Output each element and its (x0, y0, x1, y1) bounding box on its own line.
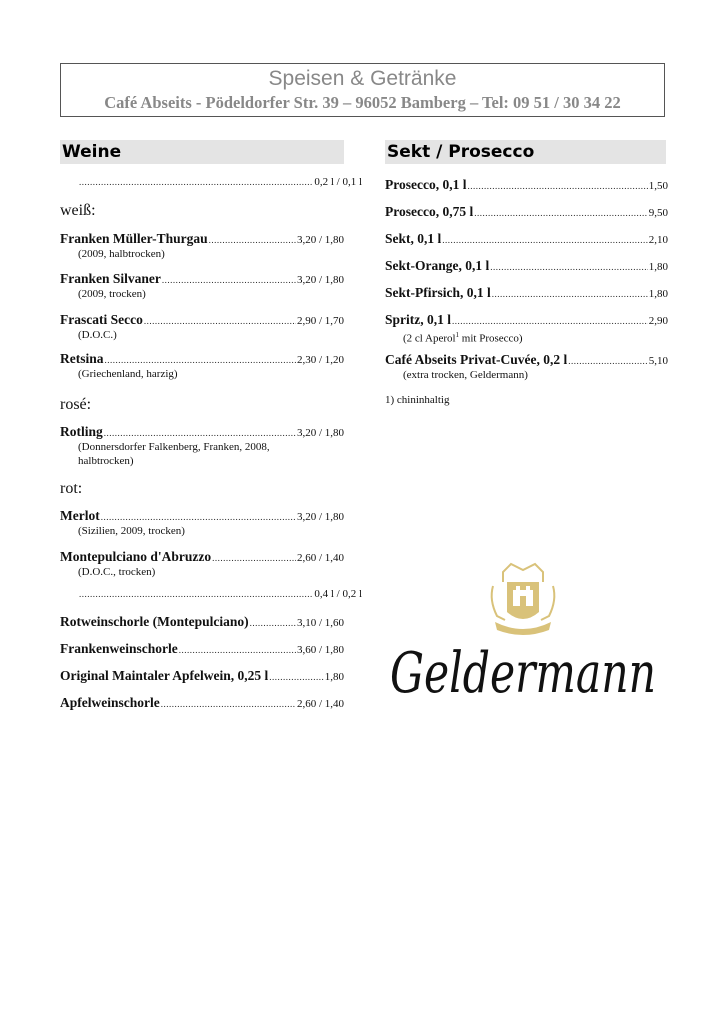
item-name: Sekt, 0,1 l (385, 231, 442, 246)
category-weiss: weiß: (60, 202, 96, 219)
unit-header: 0,2 l / 0,1 l (314, 176, 362, 188)
item-price: 1,50 (648, 180, 668, 192)
item-price: 3,20 / 1,80 (296, 511, 344, 523)
menu-item (385, 312, 668, 346)
geldermann-logo-text: Geldermann (390, 641, 656, 706)
item-price: 2,30 / 1,20 (296, 354, 344, 366)
item-name: Franken Silvaner (60, 271, 161, 286)
item-price: 2,10 (648, 234, 668, 246)
menu-item (60, 668, 344, 684)
item-price: 2,60 / 1,40 (296, 552, 344, 564)
menu-item (60, 695, 344, 711)
unit-header-row (60, 588, 362, 600)
item-price: 1,80 (324, 671, 344, 683)
item-name: Apfelweinschorle (60, 695, 160, 710)
menu-item (60, 351, 344, 381)
item-price: 3,10 / 1,60 (296, 617, 344, 629)
menu-item (385, 204, 668, 220)
menu-item (60, 549, 344, 579)
item-price: 1,80 (648, 261, 668, 273)
item-price: 5,10 (648, 355, 668, 367)
menu-item (385, 177, 668, 193)
menu-item (60, 641, 344, 657)
item-price: 3,60 / 1,80 (296, 644, 344, 656)
item-price: 1,80 (648, 288, 668, 300)
item-name: Frascati Secco (60, 312, 143, 327)
item-price: 2,60 / 1,40 (296, 698, 344, 710)
item-price: 9,50 (648, 207, 668, 219)
item-name: Sekt-Pfirsich, 0,1 l (385, 285, 491, 300)
item-name: Rotling (60, 424, 103, 439)
footnote-marker: 1 (455, 331, 460, 339)
menu-item (60, 508, 344, 538)
cafe-address: Café Abseits - Pödeldorfer Str. 39 – 96052 Bamberg – Tel: 09 51 / 30 34 22 (104, 93, 621, 112)
item-detail: (D.O.C.) (78, 329, 117, 341)
item-name: Franken Müller-Thurgau (60, 231, 208, 246)
item-detail: (Griechenland, harzig) (78, 368, 178, 380)
item-detail: (D.O.C., trocken) (78, 566, 156, 578)
item-detail: (extra trocken, Geldermann) (403, 369, 528, 381)
item-price: 3,20 / 1,80 (296, 274, 344, 286)
menu-item (60, 312, 344, 342)
item-detail: (2 cl Aperol$^1$ mit Prosecco) (403, 331, 523, 345)
unit-header-row (60, 176, 362, 188)
section-heading-weine: Weine (60, 140, 344, 164)
item-name: Retsina (60, 351, 104, 366)
menu-item (385, 258, 668, 274)
item-detail-cont: halbtrocken) (78, 455, 134, 467)
menu-item (385, 231, 668, 247)
item-name: Frankenweinschorle (60, 641, 178, 656)
item-detail: (2009, halbtrocken) (78, 248, 165, 260)
menu-item (385, 352, 668, 382)
item-detail: (Sizilien, 2009, trocken) (78, 525, 185, 537)
menu-item (60, 271, 344, 301)
unit-header-2: 0,4 l / 0,2 l (314, 588, 362, 600)
item-name: Sekt-Orange, 0,1 l (385, 258, 490, 273)
item-price: 2,90 / 1,70 (296, 315, 344, 327)
item-name: Original Maintaler Apfelwein, 0,25 l (60, 668, 269, 683)
section-heading-sekt: Sekt / Prosecco (385, 140, 666, 164)
item-detail: (Donnersdorfer Falkenberg, Franken, 2008, (78, 441, 270, 453)
item-detail: (2009, trocken) (78, 288, 146, 300)
menu-item (385, 285, 668, 301)
item-name: Rotweinschorle (Montepulciano) (60, 614, 249, 629)
page-title: Speisen & Getränke (268, 67, 457, 90)
item-price: 2,90 (648, 315, 668, 327)
category-rose: rosé: (60, 396, 92, 413)
item-name: Café Abseits Privat-Cuvée, 0,2 l (385, 352, 568, 367)
item-price: 3,20 / 1,80 (296, 427, 344, 439)
item-name: Montepulciano d'Abruzzo (60, 549, 212, 564)
geldermann-logo (388, 628, 660, 720)
item-name: Prosecco, 0,1 l (385, 177, 467, 192)
header-box (60, 63, 665, 117)
menu-item (60, 614, 344, 630)
item-price: 3,20 / 1,80 (296, 234, 344, 246)
item-name: Prosecco, 0,75 l (385, 204, 474, 219)
category-rot: rot: (60, 480, 83, 497)
item-name: Merlot (60, 508, 100, 523)
footnote: 1) chininhaltig (385, 394, 450, 406)
menu-item (60, 424, 344, 468)
item-name: Spritz, 0,1 l (385, 312, 451, 327)
menu-item (60, 231, 344, 261)
